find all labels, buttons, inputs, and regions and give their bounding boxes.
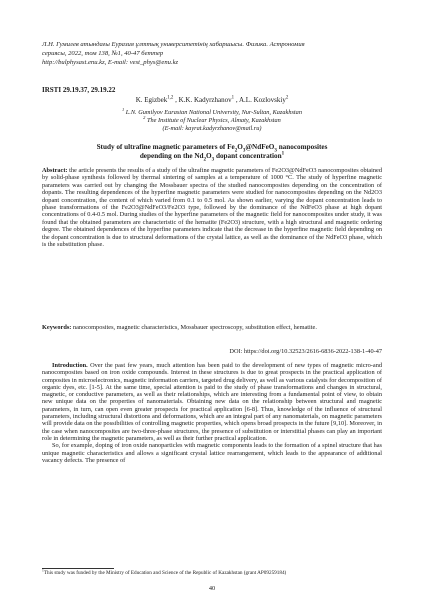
paragraph-text: Over the past few years, much attention has been paid to the development of new types of magnetic micro-and nanocomposites based on iron oxide compounds. Interest in these structures is due to great prospects in the practical application of composites in microelectronics, magnetic information carriers, targeted drug delivery, as well as various catalysts for decomposition of organic dyes, etc. [1-5]. At the same time, special attention is paid to the study of phase transformations and changes in structural, magnetic, or conductive parameters, as well as their relationships, which are interesting from a fundamental point of view, to obtain new unique data on the properties of nanomaterials. Obtaining new data on the relationship between structural and magnetic parameters, in turn, can open even greater prospects for practical application [6-8]. Thus, knowledge of the influence of structural parameters, including structural distortions and deformations, which are an integral part of any nanomaterials, on magnetic parameters will provide data on the possibilities of controlling magnetic properties, which opens broad prospects in the future [9,10]. Moreover, in the case when nanocomposites are two-three-phase structures, the presence of substitution or interstitial phases can play an important role in determining the magnetic parameters, as well as their further practical application. [42,362,382,442]
author-name: K. Egizbek [135,96,168,104]
author-name: K.K. Kadyrzhanov [178,96,232,104]
author-affil-mark: 2 [285,95,289,101]
header-line-contacts: http://bulphysast.enu.kz, E-mail: vest_phys@enu.kz [42,59,179,67]
introduction-section [42,362,382,464]
irsti-code: IRSTI 29.19.37, 29.19.22 [42,86,116,94]
title-text: depending on the Nd [139,152,204,161]
paper-title [50,143,374,162]
title-subscript: 3 [274,148,277,154]
abstract-text: the article presents the results of a study of the ultrafine magnetic parameters of Fe2O3@NdFeO3 nanocomposites obtained by solid-phase synthesis followed by thermal sintering of samples at a temperature of 1000 °C. The study of hyperfine magnetic parameters was carried out by changing the Mossbauer spectra of the studied nanocomposites depending on the concentration of dopants. The resulting dependences of the hyperfine magnetic parameters were studied for nanocomposites depending on the Nd2O3 dopant concentration, the content of which varied from 0.1 to 0.5 mol. As shown earlier, varying the dopant concentration leads to phase transformations of the Fe2O3@NdFeO3/Fe2O3 type, followed by the dominance of the NdFeO3 phase at high dopant concentrations of 0.4-0.5 mol. During studies of the hyperfine parameters of the magnetic field for nanocomposites under study, it was found that the obtained parameters are characteristic of the hematite (Fe2O3) structure, with a high structural and magnetic ordering degree. The obtained dependences of the hyperfine parameters indicate that the decrease in the hyperfine magnetic field depending on the dopant concentration is due to structural deformations of the crystal lattice, as well as the dominance of the NdFeO3 phase, which is the substitution phase. [42,167,382,249]
footnote [42,570,382,576]
header-line-journal: Л.Н. Гумилев атындағы Еуразия ұлттық университетінің хабаршысы. Физика. Астрономия [42,41,305,48]
paragraph-text: So, for example, doping of iron oxide nanoparticles with magnetic components leads to the formation of a spinel structure that has unique magnetic characteristics and allows a significant crystal lattice rearrangement, which leads to the appearance of additional vacancy defects. The presence of [42,442,382,464]
author-separator: , [173,96,179,104]
title-text: O [206,152,212,161]
keywords-label: Keywords: [42,324,72,331]
affil-text: The Institute of Nuclear Physics, Almaty, Kazakhstan [146,116,281,124]
contact-email: (E-mail: kayrat.kadyrzhanov@mail.ru) [162,124,262,132]
title-subscript: 2 [234,148,238,154]
footnote-divider [42,568,114,569]
affiliations [0,106,424,132]
title-subscript: 3 [211,157,215,163]
header-line-volume: сериясы, 2022, том 138, №1, 40-47 беттер [42,50,164,58]
title-footnote-mark: 1 [281,152,285,158]
affil-mark: 2 [143,114,146,120]
section-heading: Introduction. [52,362,88,369]
author-list [0,96,424,105]
affil-mark: 1 [122,106,125,112]
title-line-1 [50,143,374,152]
affil-text: L.N. Gumilyov Eurasian National University, Nur-Sultan, Kazakhstan [125,109,302,116]
title-text: O [237,143,243,151]
title-text: nanocomposites [276,143,328,151]
affiliation-2 [0,114,424,125]
journal-header [42,40,402,68]
footnote-mark: 1 [42,568,44,573]
author-affil-mark: 1 [231,95,235,101]
title-subscript: 2 [203,157,207,163]
title-text: Study of ultrafine magnetic parameters of Fe [96,143,235,151]
abstract-label: Abstract: [42,167,68,174]
title-text: @NdFeO [245,143,275,151]
keywords-text: nanocomposites, magnetic characteristics, Mossbauer spectroscopy, substitution effect, hematite. [71,324,317,331]
abstract [42,167,382,248]
footnote-text: This study was funded by the Ministry of Education and Science of the Republic of Kazakhstan (grant AP09259184) [43,570,287,576]
title-subscript: 3 [242,148,246,154]
keywords [42,324,382,331]
page-number: 40 [208,585,216,592]
paragraph [42,362,382,442]
paragraph [42,442,382,464]
doi-link[interactable]: DOI: https://doi.org/10.32523/2616-6836-2022-138-1-40-47 [229,348,382,355]
author-separator: , [234,96,239,104]
affiliation-1 [0,106,424,117]
author-name: A.L. Kozlovskiy [238,96,286,104]
title-line-2 [50,152,374,161]
author-affil-mark: 1,2 [167,95,174,101]
title-text: dopant concentration [214,152,282,161]
